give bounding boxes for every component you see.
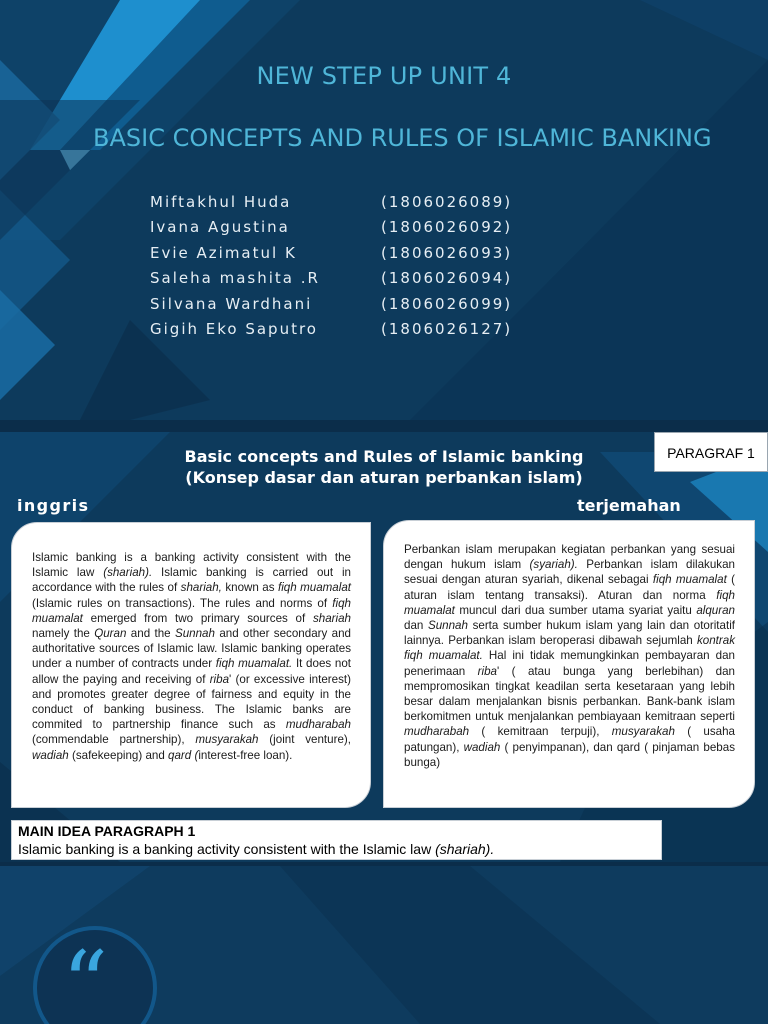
english-paragraph-card xyxy=(11,522,371,808)
main-idea-text: Islamic banking is a banking activity consistent with the Islamic law (shariah). xyxy=(18,841,495,857)
member-id: (1806026094) xyxy=(381,269,513,288)
member-id: (1806026092) xyxy=(381,218,513,237)
heading-indonesian: (Konsep dasar dan aturan perbankan islam) xyxy=(185,468,583,487)
member-name: Evie Azimatul K xyxy=(150,243,297,262)
member-row xyxy=(150,242,530,267)
slide-title: NEW STEP UP UNIT 4 xyxy=(256,62,512,90)
member-id: (1806026099) xyxy=(381,294,513,313)
member-name: Gigih Eko Saputro xyxy=(150,319,318,338)
member-row xyxy=(150,267,530,292)
paragraph-slide xyxy=(0,432,768,862)
label-translation: terjemahan xyxy=(577,496,681,515)
title-slide xyxy=(0,0,768,420)
member-list xyxy=(150,191,530,343)
label-english: inggris xyxy=(17,496,90,515)
member-name: Saleha mashita .R xyxy=(150,269,320,288)
indonesian-paragraph-card xyxy=(383,520,755,808)
main-idea-title: MAIN IDEA PARAGRAPH 1 xyxy=(18,823,196,839)
member-name: Ivana Agustina xyxy=(150,218,290,237)
slide2-heading xyxy=(0,446,768,488)
member-id: (1806026093) xyxy=(381,243,513,262)
indonesian-paragraph: Perbankan islam merupakan kegiatan perbankan yang sesuai dengan hukum islam (syariah). Perbankan islam dilakukan sesuai dengan aturan syariah, dikenal sebagai fiqh muamalat ( aturan islam tentang transaksi). Aturan dan norma fiqh muamalat muncul dari dua sumber utama syariat yaitu alquran dan Sunnah serta sumber hukum islam yang lain dan otoritatif lainnya. Perbankan islam beroperasi dibawah sejumlah kontrak fiqh muamalat. Hal ini tidak memungkinkan pembayaran dan penerimaan riba' ( atau bunga yang berlebihan) dan mempromosikan tingkat keadilan serta kesetaraan yang lebih besar dalam menjalankan bisnis perbankan. Bank-bank islam berkomitmen untuk menjalankan pembiayaan kemitraan seperti mudharabah ( kemitraan terpuji), musyarakah ( usaha patungan), wadiah ( penyimpanan), dan qard ( pinjaman bebas bunga) xyxy=(404,543,735,769)
quote-mark-icon: “ xyxy=(62,932,109,1024)
member-row xyxy=(150,216,530,241)
member-name: Miftakhul Huda xyxy=(150,193,292,211)
member-id: (1806026089) xyxy=(381,193,513,211)
slide-subtitle: BASIC CONCEPTS AND RULES OF ISLAMIC BANKING xyxy=(93,124,712,152)
member-row xyxy=(150,293,530,318)
member-row xyxy=(150,318,530,343)
quote-slide xyxy=(0,866,768,1024)
member-row xyxy=(150,191,530,216)
english-paragraph: Islamic banking is a banking activity consistent with the Islamic law (shariah). Islamic banking is carried out in accordance with the rules of shariah, known as fiqh muamalat (Islamic rules on transactions). The rules and norms of fiqh muamalat emerged from two primary sources of shariah namely the Quran and the Sunnah and other secondary and authoritative sources of Islamic law. Islamic banking operates under a number of contracts under fiqh muamalat. It does not allow the paying and receiving of riba' (or excessive interest) and promotes greater degree of fairness and equity in the conduct of banking business. The Islamic banks are commited to partnership finance such as mudharabah (commendable partnership), musyarakah (joint venture), wadiah (safekeeping) and qard (interest-free loan). xyxy=(32,551,351,762)
main-idea-box xyxy=(11,820,662,860)
heading-english: Basic concepts and Rules of Islamic banking xyxy=(184,447,584,466)
member-id: (1806026127) xyxy=(381,319,513,338)
member-name: Silvana Wardhani xyxy=(150,294,313,313)
paragraph-number-box: PARAGRAF 1 xyxy=(654,432,768,472)
